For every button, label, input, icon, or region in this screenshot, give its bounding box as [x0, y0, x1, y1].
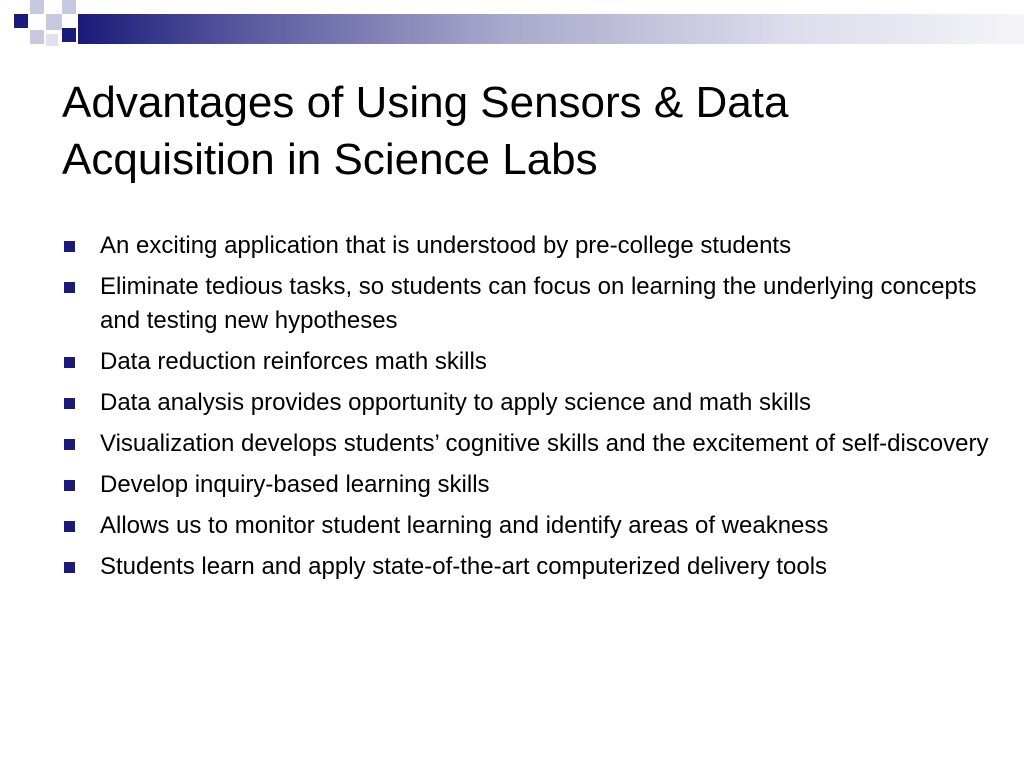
bullet-item: [62, 468, 992, 502]
decor-square: [62, 0, 76, 14]
bullet-text: Develop inquiry-based learning skills: [100, 471, 490, 498]
bullet-text: Eliminate tedious tasks, so students can focus on learning the underlying concepts and testing new hypotheses: [100, 273, 977, 334]
header-decoration: [0, 0, 1024, 48]
square-bullet-icon: [64, 480, 75, 491]
bullet-text: Data analysis provides opportunity to apply science and math skills: [100, 389, 812, 416]
bullet-text: Allows us to monitor student learning and identify areas of weakness: [100, 512, 829, 539]
decor-square: [46, 34, 58, 46]
square-bullet-icon: [64, 439, 75, 450]
decor-square: [62, 28, 76, 42]
square-bullet-icon: [64, 398, 75, 409]
square-bullet-icon: [64, 241, 75, 252]
bullet-text: Students learn and apply state-of-the-art computerized delivery tools: [100, 553, 828, 580]
bullet-item: [62, 345, 992, 379]
square-bullet-icon: [64, 562, 75, 573]
bullet-text: An exciting application that is understood by pre-college students: [100, 232, 792, 259]
bullet-item: [62, 386, 992, 420]
decor-square: [30, 0, 44, 14]
bullet-list: [62, 229, 992, 591]
bullet-item: [62, 550, 992, 584]
bullet-item: [62, 229, 992, 263]
bullet-text: Data reduction reinforces math skills: [100, 348, 487, 375]
slide-title-line: Acquisition in Science Labs: [62, 135, 598, 184]
slide-title-line: Advantages of Using Sensors & Data: [62, 78, 789, 127]
square-bullet-icon: [64, 357, 75, 368]
bullet-item: [62, 427, 992, 461]
bullet-item: [62, 509, 992, 543]
gradient-bar: [78, 14, 1024, 44]
decor-square: [46, 14, 62, 30]
bullet-item: [62, 270, 992, 338]
slide-title: [62, 74, 962, 188]
decor-square: [30, 30, 44, 44]
bullet-text: Visualization develops students’ cognitive skills and the excitement of self-discovery: [100, 430, 989, 457]
square-bullet-icon: [64, 521, 75, 532]
decor-square: [14, 14, 28, 28]
square-bullet-icon: [64, 282, 75, 293]
